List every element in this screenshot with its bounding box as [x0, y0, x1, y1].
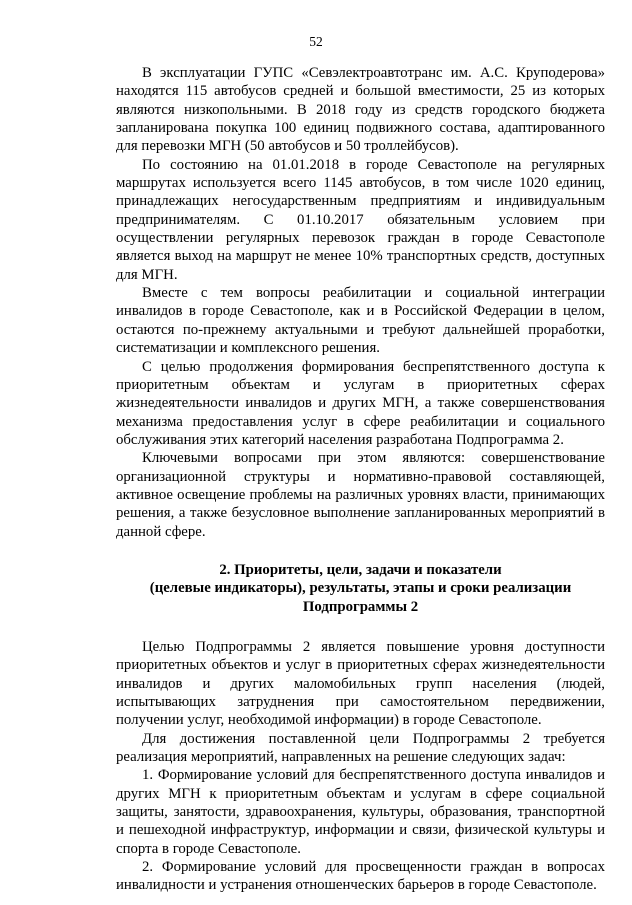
page-body [116, 64, 605, 895]
spacer [116, 616, 605, 638]
page-number: 52 [309, 34, 323, 49]
section-heading-line-2: (целевые индикаторы), результаты, этапы и сроки реализации [149, 580, 572, 597]
paragraph-subprogram-goal: Целью Подпрограммы 2 является повышение уровня доступности приоритетных объектов и услуг в приоритетных сферах жизнедеятельности инвалидов и других маломобильных групп населения (людей, испытывающих затруднения при самостоятельном передвижении, получении услуг, необходимой информации) в городе Севастополе. [116, 638, 605, 729]
paragraph-regular-routes: По состоянию на 01.01.2018 в городе Севастополе на регулярных маршрутах используется всего 1145 автобусов, в том числе 1020 единиц, принадлежащих негосударственным предприятиям и индивидуальным предпринимателям. С 01.10.2017 обязательным условием при осуществлении регулярных перевозок граждан в городе Севастополе является выход на маршрут не менее 10% транспортных средств, доступных для МГН. [116, 156, 605, 283]
paragraph-tasks-intro: Для достижения поставленной цели Подпрограммы 2 требуется реализация мероприятий, направленных на решение следующих задач: [116, 730, 605, 766]
spacer [116, 541, 605, 561]
section-heading-line-3: Подпрограммы 2 [302, 598, 419, 615]
paragraph-bus-fleet: В эксплуатации ГУПС «Севэлектроавтотранс им. А.С. Круподерова» находятся 115 автобусов средней и большой вместимости, 25 из которых являются низкопольными. В 2018 году из средств городского бюджета запланирована покупка 100 единиц подвижного состава, адаптированного для перевозки МГН (50 автобусов и 50 троллейбусов). [116, 65, 605, 155]
list-item-task-1: 1. Формирование условий для беспрепятственного доступа инвалидов и других МГН к приоритетным объектам и услугам в сфере социальной защиты, занятости, здравоохранения, культуры, образования, транспортной и пешеходной инфраструктур, информации и связи, физической культуры и спорта в городе Севастополе. [116, 767, 605, 857]
paragraph-rehabilitation-issues: Вместе с тем вопросы реабилитации и социальной интеграции инвалидов в городе Севастополе, как и в Российской Федерации в целом, остаются по-прежнему актуальными и требуют дальнейшей проработки, систематизации и комплексного решения. [116, 285, 605, 357]
section-heading [116, 561, 605, 616]
list-item-task-2: 2. Формирование условий для просвещенности граждан в вопросах инвалидности и устранения отношенческих барьеров в городе Севастополе. [116, 859, 605, 894]
paragraph-subprogram-purpose: С целью продолжения формирования беспрепятственного доступа к приоритетным объектам и услугам в приоритетных сферах жизнедеятельности инвалидов и других МГН, а также совершенствования механизма предоставления услуг в сфере реабилитации и социального обслуживания этих категорий населения разработана Подпрограмма 2. [116, 358, 605, 448]
paragraph-key-issues: Ключевыми вопросами при этом являются: совершенствование организационной структуры и нормативно-правовой составляющей, активное освещение проблемы на различных уровнях власти, принимающих решения, а также безусловное выполнение запланированных мероприятий в данной сфере. [116, 450, 605, 540]
section-heading-line-1: 2. Приоритеты, цели, задачи и показатели [219, 561, 502, 578]
